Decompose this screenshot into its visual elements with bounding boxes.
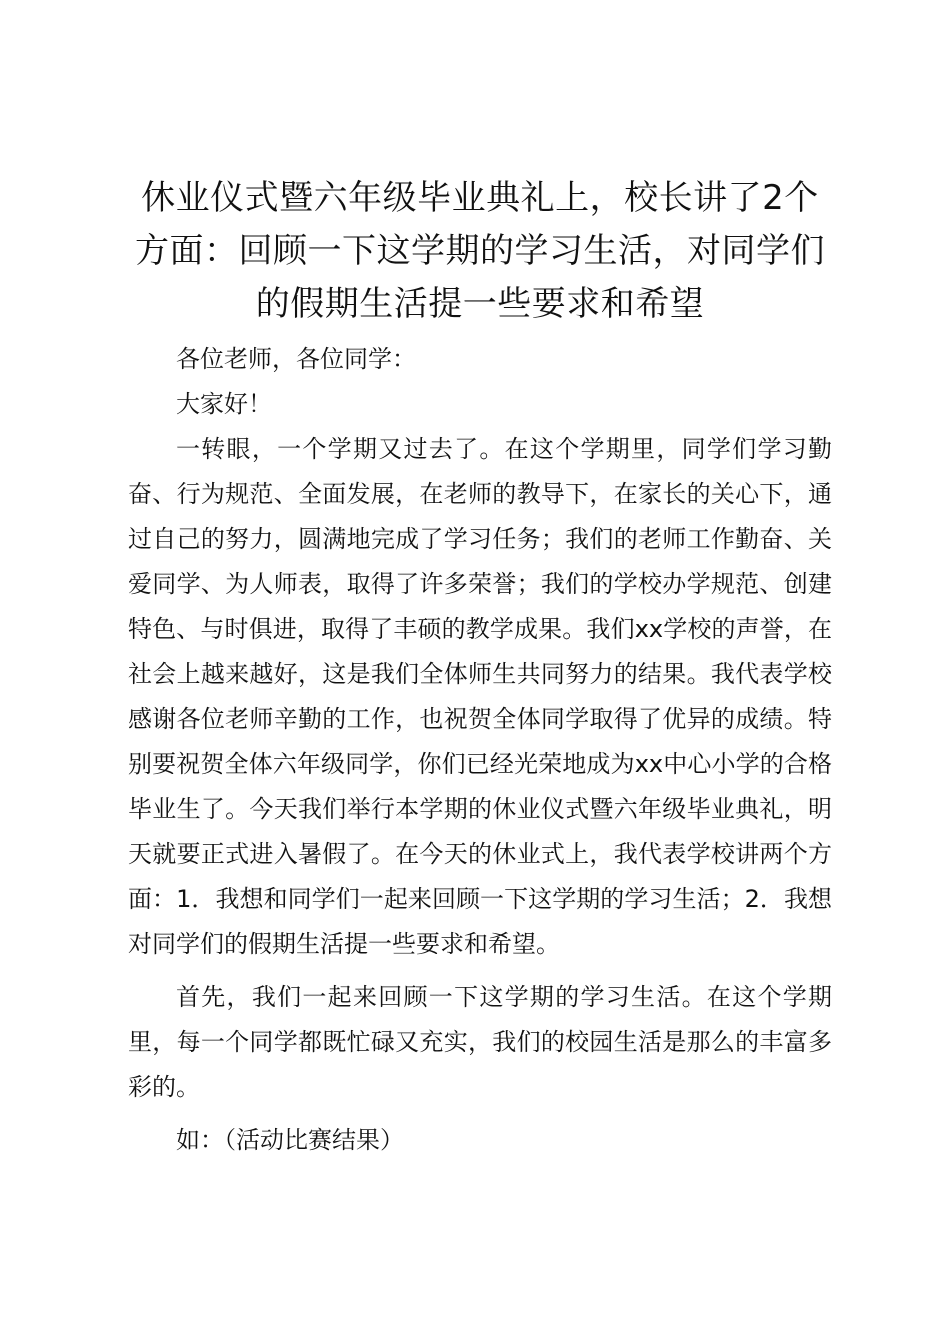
paragraph-intro: 一转眼，一个学期又过去了。在这个学期里，同学们学习勤奋、行为规范、全面发展，在老师的教导下，在家长的关心下，通过自己的努力，圆满地完成了学习任务；我们的老师工作勤奋、关爱同学、为人师表，取得了许多荣誉；我们的学校办学规范、创建特色、与时俱进，取得了丰硕的教学成果。我们xx学校的声誉，在社会上越来越好，这是我们全体师生共同努力的结果。我代表学校感谢各位老师辛勤的工作，也祝贺全体同学取得了优异的成绩。特别要祝贺全体六年级同学，你们已经光荣地成为xx中心小学的合格毕业生了。今天我们举行本学期的休业仪式暨六年级毕业典礼，明天就要正式进入暑假了。在今天的休业式上，我代表学校讲两个方面：1．我想和同学们一起来回顾一下这学期的学习生活；2．我想对同学们的假期生活提一些要求和希望。 xyxy=(128,435,832,958)
document-title: 休业仪式暨六年级毕业典礼上，校长讲了2个方面：回顾一下这学期的学习生活，对同学们的假期生活提一些要求和希望 xyxy=(135,178,825,324)
paragraph-review: 首先，我们一起来回顾一下这学期的学习生活。在这个学期里，每一个同学都既忙碌又充实，我们的校园生活是那么的丰富多彩的。 xyxy=(128,983,832,1101)
document-page xyxy=(128,172,832,1163)
salutation: 各位老师，各位同学： xyxy=(176,345,416,373)
document-body xyxy=(128,337,832,1163)
greeting: 大家好！ xyxy=(176,390,272,418)
paragraph-example: 如：（活动比赛结果） xyxy=(176,1126,404,1154)
